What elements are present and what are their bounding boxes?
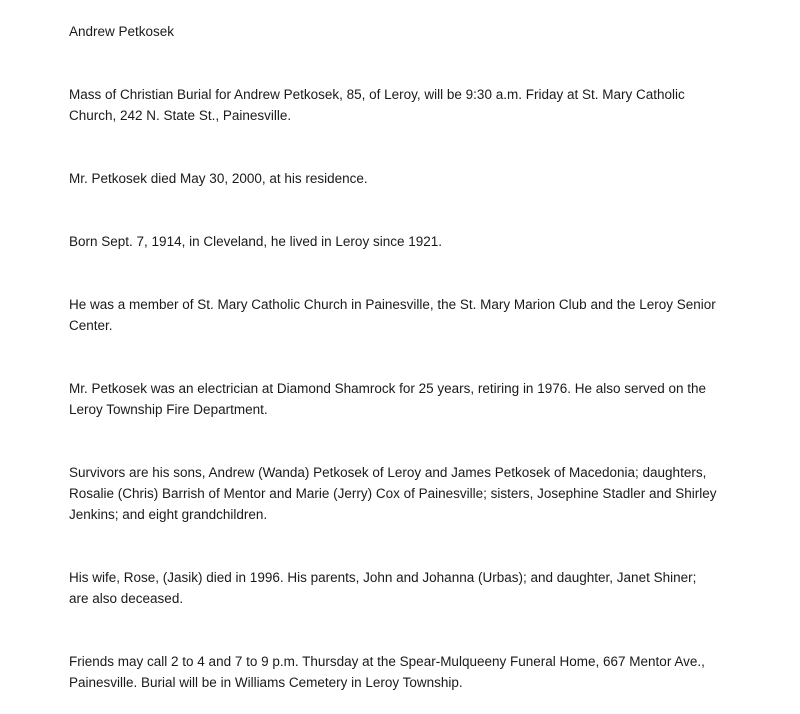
obituary-document — [69, 21, 719, 693]
paragraph-birth: Born Sept. 7, 1914, in Cleveland, he lived in Leroy since 1921. — [69, 234, 442, 249]
paragraph-career: Mr. Petkosek was an electrician at Diamond Shamrock for 25 years, retiring in 1976. He also served on the Leroy Township Fire Department. — [69, 381, 707, 417]
paragraph-funeral-mass: Mass of Christian Burial for Andrew Petkosek, 85, of Leroy, will be 9:30 a.m. Friday at St. Mary Catholic Church, 242 N. State St., Painesville. — [69, 87, 685, 123]
obituary-title: Andrew Petkosek — [69, 24, 175, 39]
paragraph-memberships: He was a member of St. Mary Catholic Church in Painesville, the St. Mary Marion Club and the Leroy Senior Center. — [69, 297, 716, 333]
paragraph-deceased-family: His wife, Rose, (Jasik) died in 1996. His parents, John and Johanna (Urbas); and daughter, Janet Shiner; are also deceased. — [69, 570, 697, 606]
paragraph-visitation: Friends may call 2 to 4 and 7 to 9 p.m. Thursday at the Spear-Mulqueeny Funeral Home, 667 Mentor Ave., Painesville. Burial will be in Williams Cemetery in Leroy Township. — [69, 654, 705, 690]
paragraph-survivors: Survivors are his sons, Andrew (Wanda) Petkosek of Leroy and James Petkosek of Macedonia; daughters, Rosalie (Chris) Barrish of Mentor and Marie (Jerry) Cox of Painesville; sisters, Josephine Stadler and Shirley Jenkins; and eight grandchildren. — [69, 465, 717, 522]
paragraph-death: Mr. Petkosek died May 30, 2000, at his residence. — [69, 171, 368, 186]
